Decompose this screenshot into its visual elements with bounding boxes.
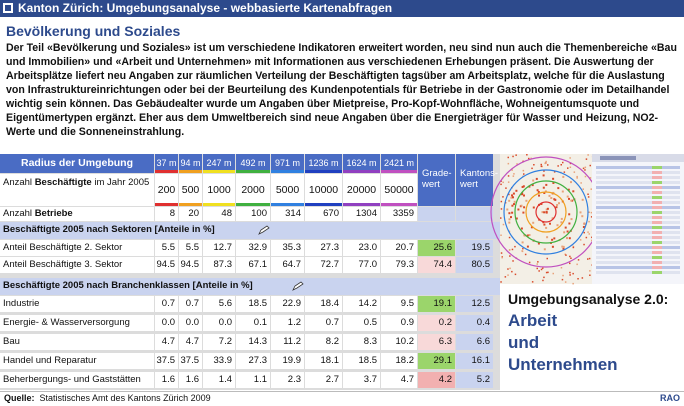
kanton-header: Kantons-wert <box>456 154 493 206</box>
betriebe-value: 670 <box>305 207 342 221</box>
branchen-row-value: 14.2 <box>343 296 380 312</box>
sektor-row-kanton: 19.5 <box>456 240 493 256</box>
branchen-row-value: 18.5 <box>236 296 270 312</box>
app-screenshot-thumbnail <box>592 154 684 284</box>
intro-text <box>6 41 682 139</box>
sektor-row-grade: 25.6 <box>418 240 455 256</box>
branchen-row-value: 1.4 <box>203 372 235 388</box>
sektor-row-value: 20.7 <box>381 240 417 256</box>
branchen-row-value: 0.1 <box>236 315 270 331</box>
radius-header-label: Radius der Umgebung <box>0 154 154 173</box>
radius-color-swatch <box>236 170 270 173</box>
branchen-row-value: 0.0 <box>155 315 178 331</box>
radius-value: 10000 <box>305 174 342 206</box>
branchen-row-grade: 6.3 <box>418 334 455 350</box>
radius-value: 200 <box>155 174 178 206</box>
branchen-row-label: Handel und Reparatur <box>0 353 154 369</box>
distance-header: 971 m <box>271 154 304 173</box>
betriebe-label <box>0 207 154 221</box>
caption-line-unternehmen: Unternehmen <box>508 355 618 374</box>
branchen-row-value: 0.7 <box>179 296 202 312</box>
branchen-row-kanton: 12.5 <box>456 296 493 312</box>
beschaeftigte-label <box>0 174 154 206</box>
branchen-row-value: 18.5 <box>343 353 380 369</box>
radius-color-swatch <box>203 170 235 173</box>
branchen-row-value: 0.0 <box>179 315 202 331</box>
radius-value: 1000 <box>203 174 235 206</box>
branchen-row-grade: 29.1 <box>418 353 455 369</box>
beschaeftigte-label-bold: Beschäftigte <box>34 177 92 188</box>
branchen-row-value: 2.7 <box>305 372 342 388</box>
source-text: Statistisches Amt des Kantons Zürich 2009 <box>39 393 211 403</box>
branchen-row-value: 0.7 <box>155 296 178 312</box>
sektor-row-value: 27.3 <box>305 240 342 256</box>
branchen-row-grade: 0.2 <box>418 315 455 331</box>
sektor-row-value: 23.0 <box>343 240 380 256</box>
source-label: Quelle: <box>4 393 35 403</box>
betriebe-value: 3359 <box>381 207 417 221</box>
branchen-row-label: Energie- & Wasserversorgung <box>0 315 154 331</box>
grade-header: Grade-wert <box>418 154 455 206</box>
branchen-row-value: 33.9 <box>203 353 235 369</box>
branchen-row-kanton: 16.1 <box>456 353 493 369</box>
sektor-row-value: 35.3 <box>271 240 304 256</box>
sektor-row-value: 94.5 <box>179 257 202 273</box>
window-icon <box>3 3 13 13</box>
branchen-row-grade: 19.1 <box>418 296 455 312</box>
branchen-row-value: 9.5 <box>381 296 417 312</box>
betriebe-grade-empty <box>418 207 455 221</box>
window-title-bar <box>0 0 684 17</box>
branchen-row-value: 18.1 <box>305 353 342 369</box>
branchen-row-value: 10.2 <box>381 334 417 350</box>
branchen-row-value: 4.7 <box>381 372 417 388</box>
betriebe-value: 1304 <box>343 207 380 221</box>
caption-line-und: und <box>508 333 540 352</box>
branchen-row-value: 0.9 <box>381 315 417 331</box>
analysis-table <box>0 154 500 390</box>
radius-color-swatch <box>179 170 202 173</box>
sektor-row-value: 12.7 <box>203 240 235 256</box>
branchen-row-value: 11.2 <box>271 334 304 350</box>
sektor-row-value: 67.1 <box>236 257 270 273</box>
sektor-row-value: 72.7 <box>305 257 342 273</box>
caption-title: Umgebungsanalyse 2.0: <box>508 291 669 307</box>
beschaeftigte-label-prefix: Anzahl <box>3 177 35 188</box>
branchen-row-value: 37.5 <box>155 353 178 369</box>
distance-header: 2421 m <box>381 154 417 173</box>
branchen-row-value: 1.6 <box>179 372 202 388</box>
sektor-row-label: Anteil Beschäftigte 3. Sektor <box>0 257 154 273</box>
sektor-row-value: 5.5 <box>155 240 178 256</box>
caption-line-arbeit: Arbeit <box>508 311 558 330</box>
branchen-row-value: 0.5 <box>343 315 380 331</box>
branchen-row-value: 18.4 <box>305 296 342 312</box>
sektor-row-label: Anteil Beschäftigte 2. Sektor <box>0 240 154 256</box>
radius-value: 500 <box>179 174 202 206</box>
branchen-row-value: 0.7 <box>305 315 342 331</box>
branchen-row-value: 1.1 <box>236 372 270 388</box>
beschaeftigte-label-suffix: im Jahr 2005 <box>91 177 150 188</box>
betriebe-value: 100 <box>236 207 270 221</box>
branchen-row-value: 4.7 <box>179 334 202 350</box>
map-graphic <box>500 154 592 284</box>
distance-header: 37 m <box>155 154 178 173</box>
sektor-row-value: 77.0 <box>343 257 380 273</box>
caption-box <box>500 287 684 387</box>
branchen-row-value: 8.2 <box>305 334 342 350</box>
betriebe-value: 8 <box>155 207 178 221</box>
sektor-row-value: 94.5 <box>155 257 178 273</box>
betriebe-value: 48 <box>203 207 235 221</box>
section-sektoren-header: Beschäftigte 2005 nach Sektoren [Anteile in %] <box>0 222 500 239</box>
branchen-row-label: Industrie <box>0 296 154 312</box>
betriebe-label-bold: Betriebe <box>34 208 73 219</box>
branchen-row-value: 27.3 <box>236 353 270 369</box>
sektor-row-value: 87.3 <box>203 257 235 273</box>
branchen-row-value: 0.0 <box>203 315 235 331</box>
brand-logo: RAO <box>660 393 680 403</box>
intro-paragraph: Der Teil «Bevölkerung und Soziales» ist um verschiedene Indikatoren erweitert worden, neu sind nun auch die Themenbereiche «Bau und Immobilien» und «Arbeit und Unternehmen» mit Informationen aus verschiedenen Erhebungen präsent. Die Auswertung der Arbeitsplätze liefert neu Angaben zur räumlichen Verteilung der Beschäftigten tagsüber am Arbeitsplatz, welche für die Auslastung von Infrastruktureinrichtungen oder bei der Beurteilung des Kundenpotentials für Betriebe in der Gastronomie oder im Detailhandel wichtig sein können. Das Gebäudealter wurde um Angaben über Mietpreise, Pro-Kopf-Wohnfläche, Wohneigentumsquote und Eigentümertypen ergänzt. Eher aus dem Umweltbereich sind neue Angaben über die Energieträger für Wasser und Heizung, NO2-Werte und die Sonneneinstrahlung. <box>6 42 677 138</box>
branchen-row-value: 1.2 <box>271 315 304 331</box>
section-heading: Bevölkerung und Soziales <box>6 23 181 39</box>
sektor-row-value: 79.3 <box>381 257 417 273</box>
edit-pencil-icon[interactable] <box>258 225 270 235</box>
distance-header: 1236 m <box>305 154 342 173</box>
branchen-row-grade: 4.2 <box>418 372 455 388</box>
sektor-row-kanton: 80.5 <box>456 257 493 273</box>
branchen-row-kanton: 6.6 <box>456 334 493 350</box>
radius-value: 20000 <box>343 174 380 206</box>
betriebe-kanton-empty <box>456 207 493 221</box>
section-branchen-header: Beschäftigte 2005 nach Branchenklassen [Anteile in %] <box>0 278 500 295</box>
sektor-row-value: 32.9 <box>236 240 270 256</box>
branchen-row-value: 18.2 <box>381 353 417 369</box>
radius-color-swatch <box>271 170 304 173</box>
sektor-row-value: 5.5 <box>179 240 202 256</box>
radius-color-swatch <box>305 170 342 173</box>
distance-header: 247 m <box>203 154 235 173</box>
distance-header: 492 m <box>236 154 270 173</box>
branchen-row-value: 4.7 <box>155 334 178 350</box>
branchen-row-value: 19.9 <box>271 353 304 369</box>
app-screenshot-graphic <box>592 154 684 284</box>
distance-header: 1624 m <box>343 154 380 173</box>
betriebe-value: 20 <box>179 207 202 221</box>
distance-header: 94 m <box>179 154 202 173</box>
betriebe-value: 314 <box>271 207 304 221</box>
radius-value: 5000 <box>271 174 304 206</box>
branchen-row-label: Bau <box>0 334 154 350</box>
radius-color-swatch <box>343 170 380 173</box>
branchen-row-value: 22.9 <box>271 296 304 312</box>
branchen-row-value: 5.6 <box>203 296 235 312</box>
branchen-row-label: Beherbergungs- und Gaststätten <box>0 372 154 388</box>
sektor-row-grade: 74.4 <box>418 257 455 273</box>
source-note <box>4 392 211 405</box>
branchen-row-kanton: 5.2 <box>456 372 493 388</box>
footer <box>0 391 684 406</box>
branchen-row-value: 14.3 <box>236 334 270 350</box>
window-title: Kanton Zürich: Umgebungsanalyse - webbasierte Kartenabfragen <box>18 1 393 15</box>
radius-color-swatch <box>155 170 178 173</box>
branchen-row-value: 3.7 <box>343 372 380 388</box>
sektor-row-value: 64.7 <box>271 257 304 273</box>
radius-value: 2000 <box>236 174 270 206</box>
radius-color-swatch <box>381 170 417 173</box>
edit-pencil-icon[interactable] <box>292 281 304 291</box>
branchen-row-value: 7.2 <box>203 334 235 350</box>
betriebe-label-prefix: Anzahl <box>3 208 35 219</box>
radius-value: 50000 <box>381 174 417 206</box>
branchen-row-value: 1.6 <box>155 372 178 388</box>
branchen-row-value: 37.5 <box>179 353 202 369</box>
map-thumbnail <box>500 154 592 284</box>
branchen-row-value: 2.3 <box>271 372 304 388</box>
branchen-row-kanton: 0.4 <box>456 315 493 331</box>
branchen-row-value: 8.3 <box>343 334 380 350</box>
